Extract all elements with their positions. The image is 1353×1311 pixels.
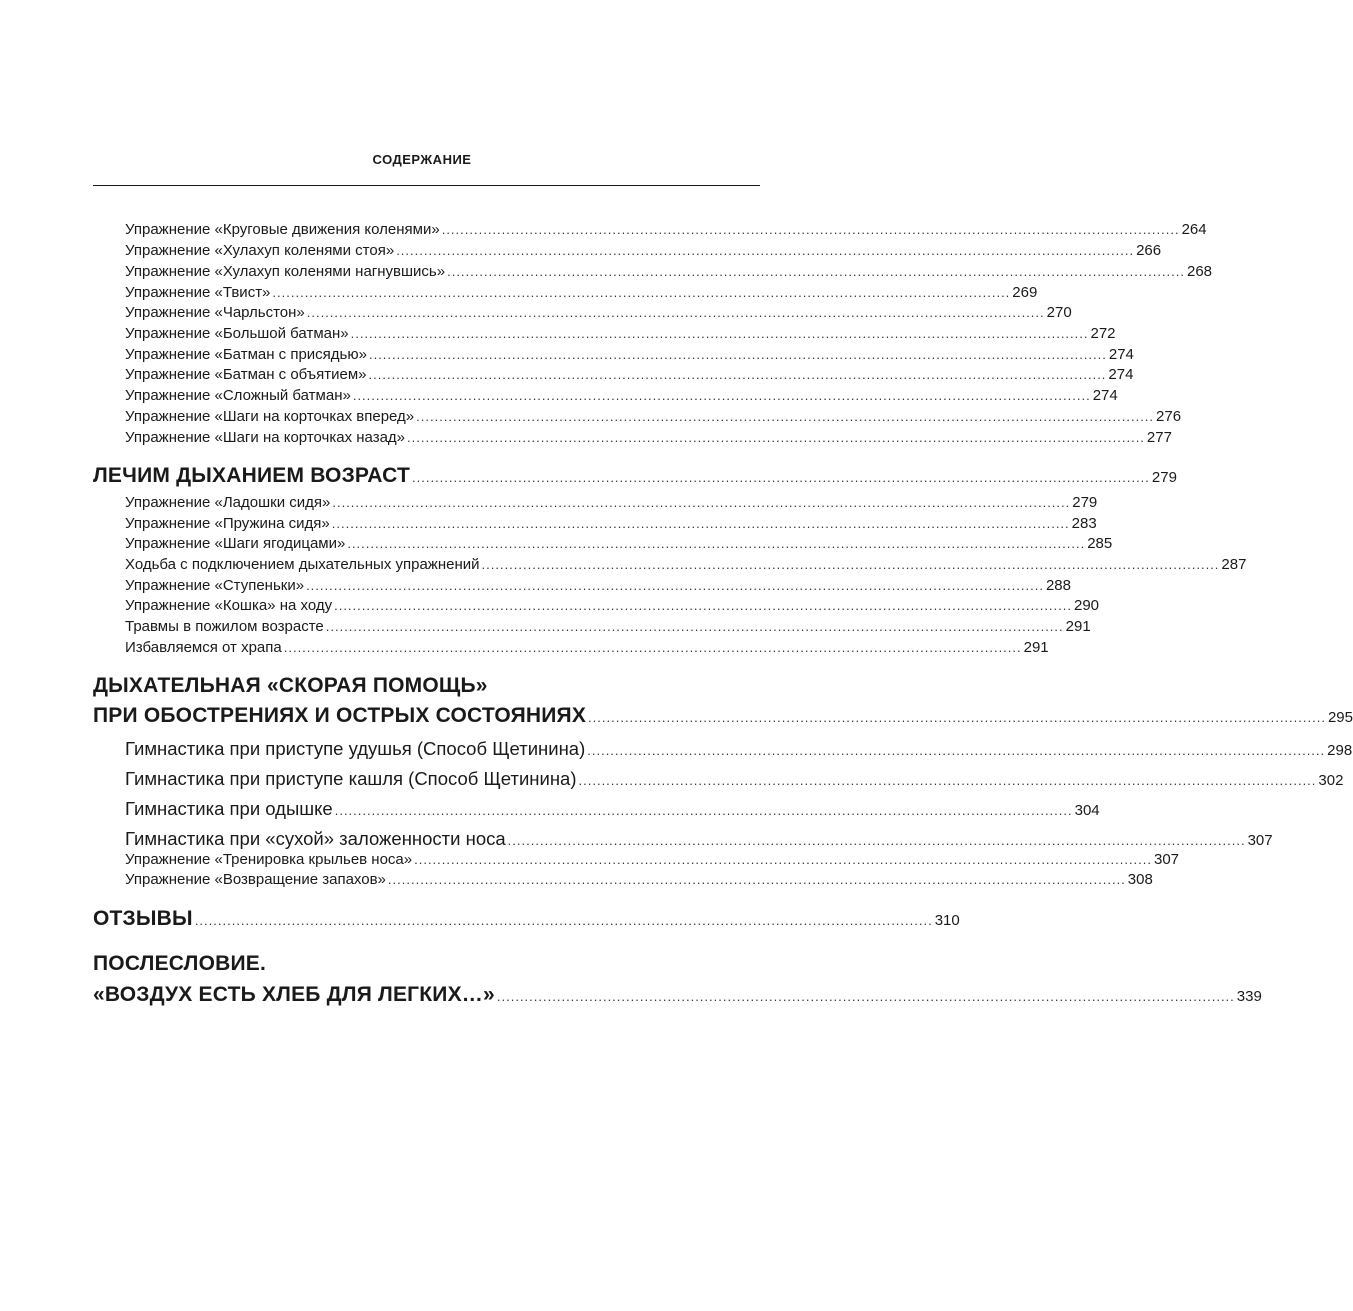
page-header-title: СОДЕРЖАНИЕ (372, 152, 472, 167)
dot-leader: ................................................................................................................................................................ (507, 833, 1246, 848)
toc-entry[interactable] (125, 493, 1098, 513)
toc-entry[interactable] (125, 596, 1100, 616)
toc-subsection-page: 307 (1247, 832, 1273, 849)
toc-entry[interactable] (125, 850, 1180, 870)
toc-section-entry[interactable] (93, 702, 1353, 730)
toc-entry-title: Упражнение «Батман с объятием» (125, 366, 367, 383)
toc-entry-page: 274 (1108, 366, 1134, 383)
toc-entry-title: Упражнение «Ладошки сидя» (125, 494, 331, 511)
toc-entry-title: Упражнение «Ступеньки» (125, 577, 305, 594)
toc-entry[interactable] (125, 534, 1113, 554)
toc-entry[interactable] (125, 303, 1072, 323)
toc-entry-page: 288 (1045, 577, 1071, 594)
toc-section-entry[interactable] (93, 981, 1262, 1009)
toc-section-title-line1: ПОСЛЕСЛОВИЕ. (93, 952, 267, 975)
toc-entry-page: 274 (1108, 346, 1134, 363)
toc-entry[interactable] (125, 283, 1038, 303)
dot-leader: ................................................................................................................................................................ (283, 640, 1022, 655)
toc-entry-title: Упражнение «Возвращение запахов» (125, 871, 386, 888)
toc-entry[interactable] (125, 555, 1247, 575)
toc-entry[interactable] (125, 428, 1172, 448)
dot-leader: ................................................................................................................................................................ (414, 852, 1152, 867)
toc-entry-page: 274 (1092, 387, 1118, 404)
toc-entry-title: Упражнение «Батман с присядью» (125, 346, 367, 363)
dot-leader: ................................................................................................................................................................ (325, 619, 1064, 634)
toc-entry[interactable] (125, 386, 1118, 406)
dot-leader: ................................................................................................................................................................ (306, 578, 1044, 593)
toc-subsection-title: Гимнастика при одышке (125, 798, 333, 819)
dot-leader: ................................................................................................................................................................ (368, 367, 1107, 382)
dot-leader: ................................................................................................................................................................ (272, 285, 1011, 300)
toc-section-entry[interactable] (93, 905, 960, 933)
toc-entry-title: Упражнение «Твист» (125, 284, 271, 301)
toc-entry[interactable] (125, 365, 1134, 385)
dot-leader: ................................................................................................................................................................ (350, 326, 1089, 341)
toc-entry[interactable] (125, 638, 1049, 658)
toc-subsection-entry[interactable] (125, 797, 1100, 821)
toc-entry-title: Травмы в пожилом возрасте (125, 618, 324, 635)
toc-entry[interactable] (125, 220, 1207, 240)
toc-subsection-title: Гимнастика при приступе удушья (Способ Щетинина) (125, 738, 586, 759)
dot-leader: ................................................................................................................................................................ (387, 872, 1126, 887)
toc-section-title-line1: ДЫХАТЕЛЬНАЯ «СКОРАЯ ПОМОЩЬ» (93, 674, 488, 697)
toc-entry-page: 287 (1221, 556, 1247, 573)
dot-leader: ................................................................................................................................................................ (587, 743, 1326, 758)
toc-entry-page: 283 (1071, 515, 1097, 532)
toc-section-title-line2: ПРИ ОБОСТРЕНИЯХ И ОСТРЫХ СОСТОЯНИЯХ (93, 704, 587, 727)
toc-entry-title: Упражнение «Хулахуп коленями нагнувшись» (125, 263, 446, 280)
toc-entry[interactable] (125, 617, 1091, 637)
toc-entry-page: 266 (1136, 242, 1162, 259)
toc-entry-page: 290 (1073, 597, 1100, 614)
dot-leader: ................................................................................................................................................................ (441, 222, 1180, 237)
toc-subsection-entry[interactable] (125, 737, 1353, 761)
toc-entry-page: 277 (1146, 429, 1172, 446)
toc-entry-page: 272 (1090, 325, 1116, 342)
dot-leader: ................................................................................................................................................................ (407, 430, 1145, 445)
toc-entry[interactable] (125, 241, 1162, 261)
toc-entry-page: 269 (1012, 284, 1038, 301)
toc-entry-page: 279 (1072, 494, 1098, 511)
dot-leader: ................................................................................................................................................................ (352, 388, 1091, 403)
toc-entry-title: Упражнение «Большой батман» (125, 325, 349, 342)
toc-section-title-line2: «ВОЗДУХ ЕСТЬ ХЛЕБ ДЛЯ ЛЕГКИХ…» (93, 983, 495, 1006)
dot-leader: ................................................................................................................................................................ (447, 264, 1185, 279)
dot-leader: ................................................................................................................................................................ (334, 803, 1073, 818)
dot-leader: ................................................................................................................................................................ (306, 305, 1045, 320)
toc-entry-title: Упражнение «Шаги ягодицами» (125, 535, 346, 552)
dot-leader: ................................................................................................................................................................ (588, 710, 1326, 725)
dot-leader: ................................................................................................................................................................ (331, 516, 1070, 531)
toc-entry-title: Упражнение «Круговые движения коленями» (125, 221, 440, 238)
dot-leader: ................................................................................................................................................................ (194, 913, 933, 928)
dot-leader: ................................................................................................................................................................ (396, 243, 1135, 258)
toc-subsection-title: Гимнастика при «сухой» заложенности носа (125, 828, 506, 849)
toc-entry[interactable] (125, 262, 1213, 282)
toc-entry-page: 276 (1156, 408, 1182, 425)
toc-entry-page: 268 (1186, 263, 1213, 280)
toc-entry-page: 307 (1154, 851, 1180, 868)
toc-entry[interactable] (125, 407, 1182, 427)
toc-entry[interactable] (125, 870, 1153, 890)
toc-entry-page: 291 (1065, 618, 1091, 635)
toc-section-title: ОТЗЫВЫ (93, 907, 193, 930)
toc-entry[interactable] (125, 576, 1071, 596)
dot-leader: ................................................................................................................................................................ (578, 773, 1317, 788)
toc-entry-title: Упражнение «Шаги на корточках назад» (125, 429, 406, 446)
toc-entry-title: Упражнение «Хулахуп коленями стоя» (125, 242, 395, 259)
toc-entry-title: Ходьба с подключением дыхательных упражнений (125, 556, 480, 573)
dot-leader: ................................................................................................................................................................ (481, 557, 1220, 572)
toc-section-page: 310 (934, 912, 960, 929)
toc-entry-page: 270 (1046, 304, 1072, 321)
toc-entry-title: Упражнение «Тренировка крыльев носа» (125, 851, 413, 868)
toc-entry-title: Упражнение «Чарльстон» (125, 304, 305, 321)
toc-entry-page: 291 (1023, 639, 1049, 656)
toc-entry-title: Упражнение «Шаги на корточках вперед» (125, 408, 415, 425)
toc-entry-title: Избавляемся от храпа (125, 639, 282, 656)
toc-section-title: ЛЕЧИМ ДЫХАНИЕМ ВОЗРАСТ (93, 464, 411, 487)
dot-leader: ................................................................................................................................................................ (368, 347, 1107, 362)
toc-subsection-page: 302 (1318, 772, 1344, 789)
toc-entry-page: 264 (1181, 221, 1207, 238)
toc-subsection-entry[interactable] (125, 827, 1273, 851)
toc-entry-page: 308 (1127, 871, 1153, 888)
toc-section-page: 339 (1236, 988, 1262, 1005)
toc-entry[interactable] (125, 345, 1134, 365)
toc-section-entry[interactable] (93, 462, 1177, 490)
dot-leader: ................................................................................................................................................................ (412, 470, 1150, 485)
toc-subsection-page: 304 (1074, 802, 1100, 819)
dot-leader: ................................................................................................................................................................ (334, 598, 1072, 613)
toc-entry[interactable] (125, 324, 1116, 344)
toc-entry-title: Упражнение «Пружина сидя» (125, 515, 330, 532)
toc-section-page: 295 (1327, 709, 1353, 726)
dot-leader: ................................................................................................................................................................ (332, 495, 1071, 510)
dot-leader: ................................................................................................................................................................ (416, 409, 1155, 424)
toc-subsection-title: Гимнастика при приступе кашля (Способ Щетинина) (125, 768, 577, 789)
toc-entry[interactable] (125, 514, 1097, 534)
toc-subsection-entry[interactable] (125, 767, 1344, 791)
toc-entry-page: 285 (1087, 535, 1113, 552)
toc-entry-title: Упражнение «Кошка» на ходу (125, 597, 333, 614)
dot-leader: ................................................................................................................................................................ (347, 536, 1086, 551)
toc-section-page: 279 (1151, 469, 1177, 486)
dot-leader: ................................................................................................................................................................ (496, 989, 1235, 1004)
toc-subsection-page: 298 (1327, 742, 1353, 759)
toc-entry-title: Упражнение «Сложный батман» (125, 387, 351, 404)
